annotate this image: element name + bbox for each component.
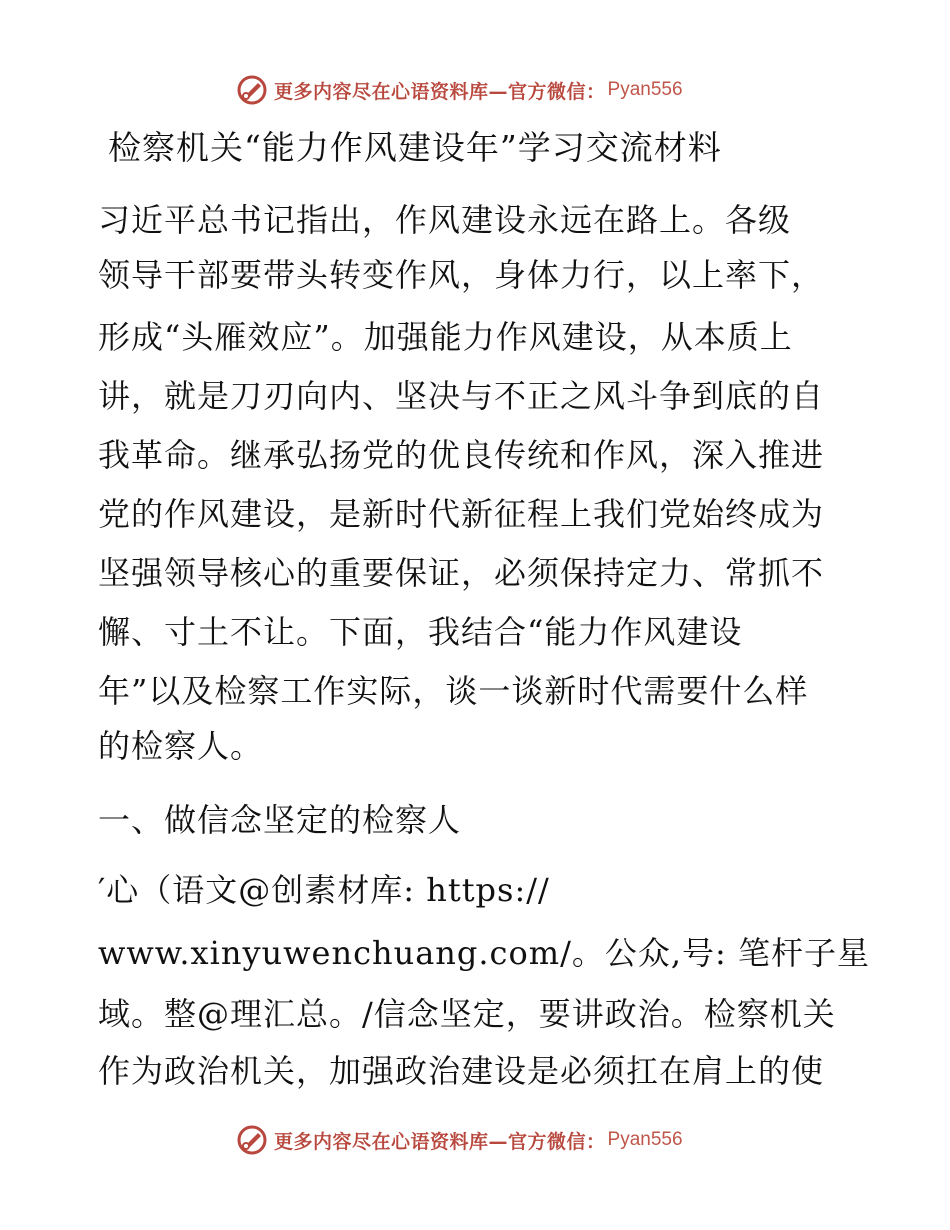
paragraph-line: 我革命。继承弘扬党的优良传统和作风，深入推进 — [98, 436, 825, 474]
paragraph-line: www.xinyuwenchuang.com/。公众,号: 笔杆子星 — [98, 934, 870, 972]
watermark-footer — [236, 1122, 683, 1158]
paragraph-line: 年”以及检察工作实际，谈一谈新时代需要什么样 — [98, 672, 809, 710]
paragraph-line: ′心（语文@创素材库: https:// — [98, 871, 550, 909]
paragraph-line: 坚强领导核心的重要保证，必须保持定力、常抓不 — [98, 554, 825, 592]
paragraph-line: 域。整@理汇总。/信念坚定，要讲政治。检察机关 — [98, 995, 836, 1033]
paragraph-line: 作为政治机关，加强政治建设是必须扛在肩上的使 — [98, 1052, 825, 1090]
paragraph-line: 讲，就是刀刃向内、坚决与不正之风斗争到底的自 — [98, 377, 825, 415]
paragraph-line: 懈、寸土不让。下面，我结合“能力作风建设 — [98, 613, 743, 651]
watermark-id: Pyan556 — [607, 79, 683, 100]
watermark-text: 更多内容尽在心语资料库—官方微信： — [274, 1130, 606, 1153]
section-heading: 一、做信念坚定的检察人 — [98, 801, 462, 839]
watermark-id: Pyan556 — [607, 1129, 683, 1150]
logo-icon — [236, 74, 268, 106]
document-title: 检察机关“能力作风建设年”学习交流材料 — [108, 128, 722, 167]
paragraph-line: 领导干部要带头转变作风，身体力行，以上率下， — [98, 256, 825, 294]
watermark-text: 更多内容尽在心语资料库—官方微信： — [274, 80, 606, 103]
watermark-header — [236, 72, 683, 108]
logo-icon — [236, 1124, 268, 1156]
paragraph-line: 的检察人。 — [98, 727, 264, 765]
paragraph-line: 习近平总书记指出，作风建设永远在路上。各级 — [98, 201, 792, 239]
paragraph-line: 党的作风建设，是新时代新征程上我们党始终成为 — [98, 495, 825, 533]
paragraph-line: 形成“头雁效应”。加强能力作风建设，从本质上 — [98, 318, 793, 356]
